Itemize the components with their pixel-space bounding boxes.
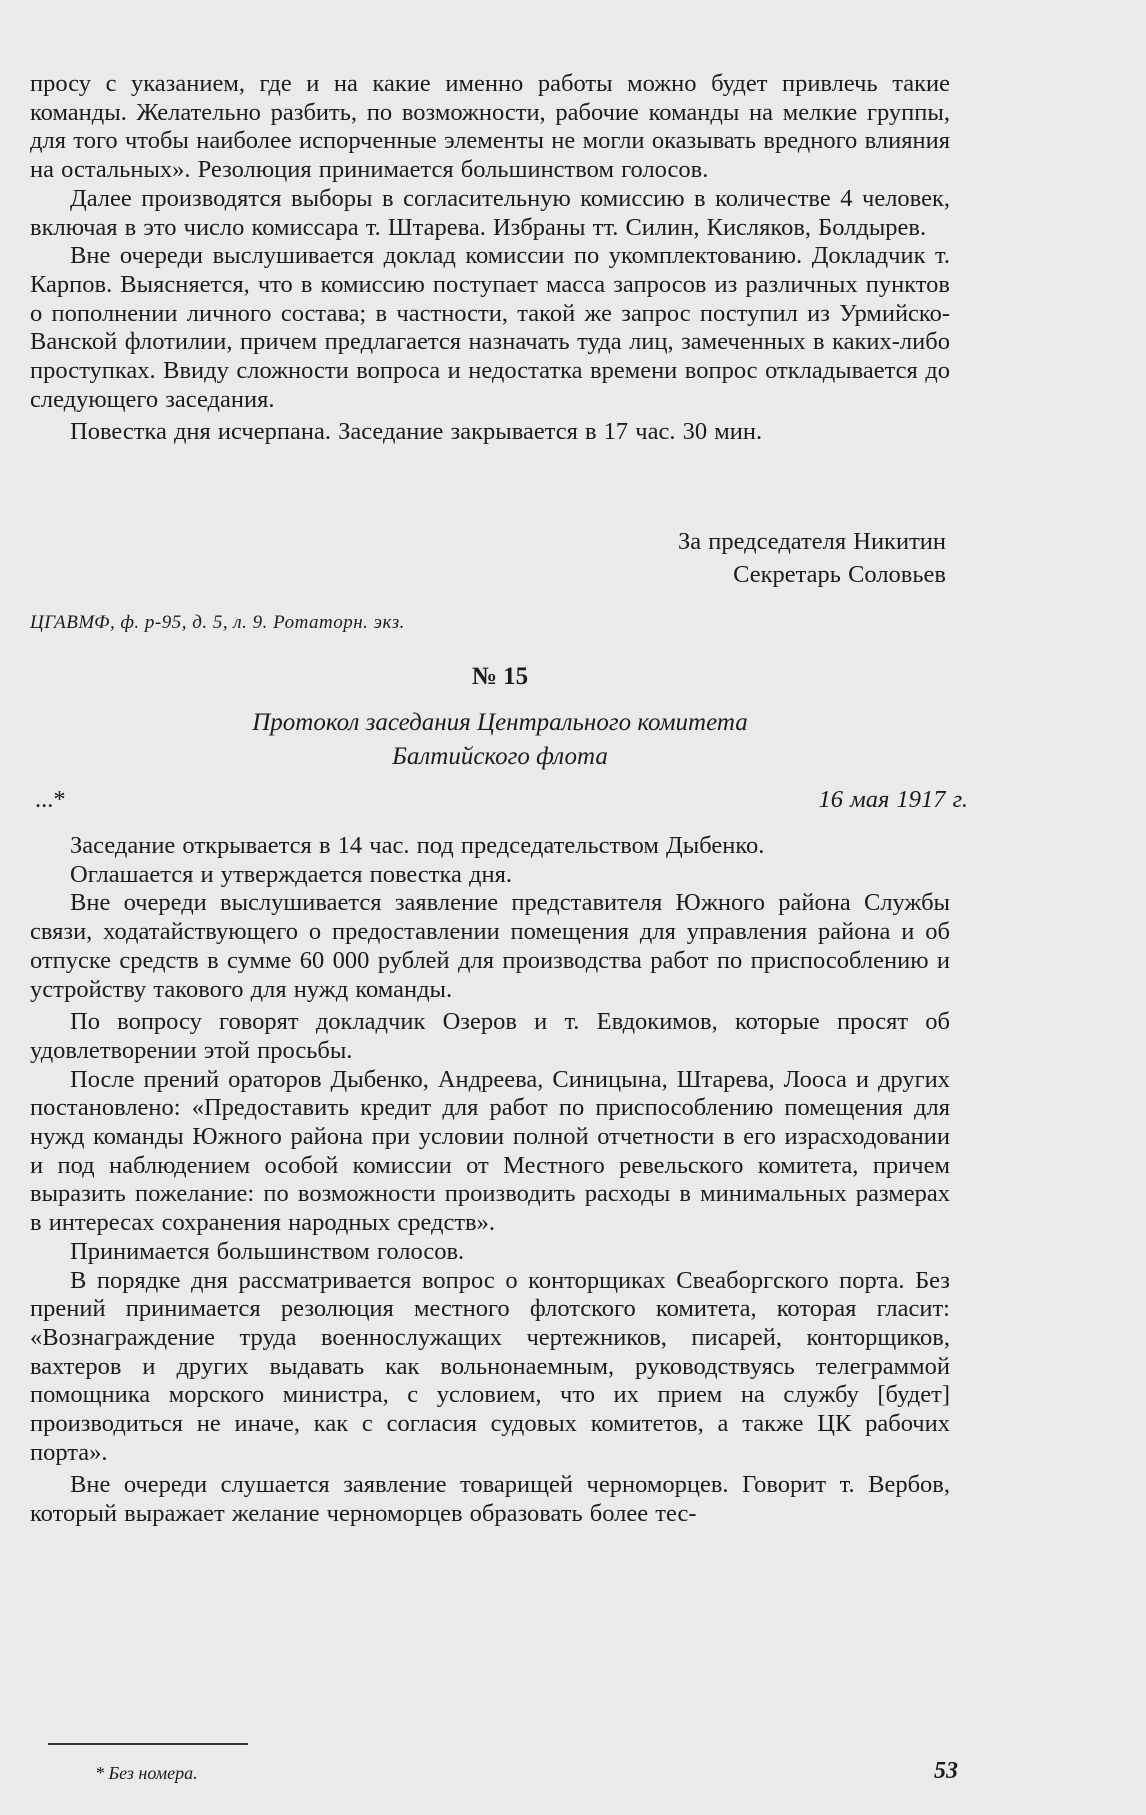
paragraph-resolution-credit: После прений ораторов Дыбенко, Андреева, Синицына, Штарева, Лооса и других постановлено: «Предоставить кредит для работ по приспособлению помещения для нужд команды Южного района при условии полной отчетности в его израсходовании и под наблюдением особой комиссии от Местного ревельского комитета, причем выразить пожелание: по возможности производить расходы в минимальных размерах в интересах сохранения народных средств». bbox=[30, 1065, 950, 1237]
page-number: 53 bbox=[934, 1758, 958, 1784]
paragraph-agenda: Оглашается и утверждается повестка дня. bbox=[70, 860, 512, 888]
signature-secretary: Секретарь Соловьев bbox=[733, 561, 946, 588]
footnote-divider bbox=[48, 1743, 248, 1745]
document-date: 16 мая 1917 г. bbox=[818, 786, 968, 813]
paragraph-opening: Заседание открывается в 14 час. под председательством Дыбенко. bbox=[70, 832, 765, 859]
document-number: № 15 bbox=[471, 663, 529, 690]
footnote: * Без номера. bbox=[95, 1763, 198, 1783]
archive-source: ЦГАВМФ, ф. р-95, д. 5, л. 9. Ротаторн. экз. bbox=[30, 612, 405, 633]
paragraph-speakers: По вопросу говорят докладчик Озеров и т. Евдокимов, которые просят об удовлетворении этой просьбы. bbox=[30, 1008, 950, 1064]
paragraph-agenda-closed: Повестка дня исчерпана. Заседание закрывается в 17 час. 30 мин. bbox=[70, 418, 763, 446]
paragraph-staffing-report: Вне очереди выслушивается доклад комиссии по укомплектованию. Докладчик т. Карпов. Выясняется, что в комиссию поступает масса запросов из различных пунктов о пополнении личного состава; в частности, такой же запрос поступил из Урмийско-Ванской флотилии, причем предлагается назначать туда лиц, замеченных в каких-либо проступках. Ввиду сложности вопроса и недостатка времени вопрос откладывается до следующего заседания. bbox=[30, 242, 950, 413]
paragraph-south-district: Вне очереди выслушивается заявление представителя Южного района Службы связи, ходатайствующего о предоставлении помещения для управления района и об отпуске средств в сумме 60 000 рублей для производства работ по приспособлению и устройству такового для нужд команды. bbox=[30, 889, 950, 1003]
document-title-line1: Протокол заседания Центрального комитета bbox=[252, 709, 748, 736]
paragraph-elections: Далее производятся выборы в согласительную комиссию в количестве 4 человек, включая в это число комиссара т. Штарева. Избраны тт. Силин, Кисляков, Болдырев. bbox=[30, 184, 950, 241]
paragraph-continuation: просу с указанием, где и на какие именно работы можно будет привлечь такие команды. Желательно разбить, по возможности, рабочие команды на мелкие группы, для того чтобы наиболее испорченные элементы не могли оказывать вредного влияния на остальных». Резолюция принимается большинством голосов. bbox=[30, 70, 950, 184]
ellipsis-marker: ...* bbox=[35, 786, 66, 813]
paragraph-sveaborg: В порядке дня рассматривается вопрос о конторщиках Свеаборгского порта. Без прений принимается резолюция местного флотского комитета, которая гласит: «Вознаграждение труда военнослужащих чертежников, писарей, конторщиков, вахтеров и других выдавать как вольнонаемным, руководствуясь телеграммой помощника морского министра, с условием, что их прием на службу [будет] производиться не иначе, как с согласия судовых комитетов, а также ЦК рабочих порта». bbox=[30, 1266, 950, 1466]
document-title-line2: Балтийского флота bbox=[392, 743, 608, 770]
paragraph-black-sea: Вне очереди слушается заявление товарищей черноморцев. Говорит т. Вербов, который выражает желание черноморцев образовать более тес- bbox=[30, 1471, 950, 1528]
paragraph-accepted: Принимается большинством голосов. bbox=[70, 1237, 465, 1265]
protocol-body bbox=[30, 832, 950, 1529]
signature-chairman: За председателя Никитин bbox=[677, 528, 946, 555]
top-section bbox=[30, 70, 950, 447]
